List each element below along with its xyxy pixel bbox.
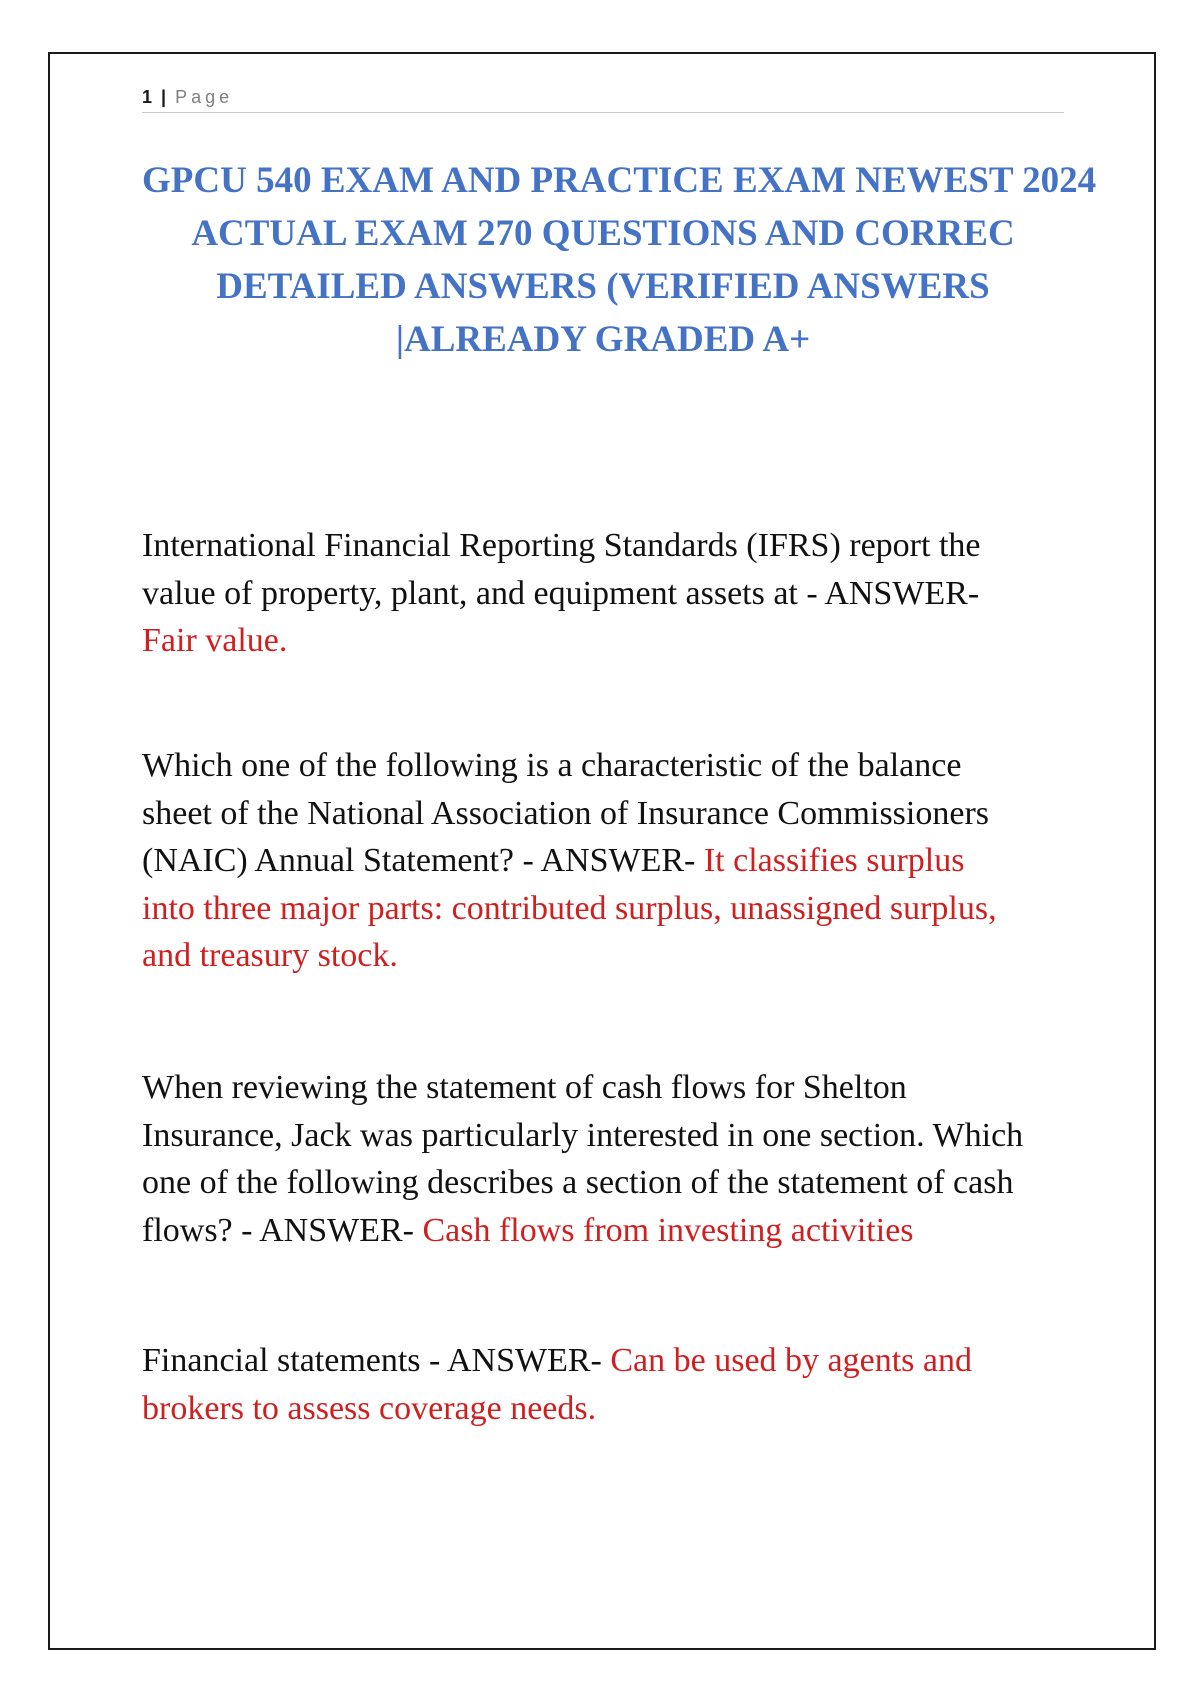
page-header	[142, 82, 1064, 113]
question-text: International Financial Reporting Standards (IFRS) report the	[142, 527, 981, 564]
question-text: flows? - ANSWER-	[142, 1211, 423, 1249]
question-text: Which one of the following is a characteristic of the balance	[142, 747, 962, 784]
question-text: one of the following describes a section of the statement of cash	[142, 1164, 1014, 1201]
title-line: GPCU 540 EXAM AND PRACTICE EXAM NEWEST 2024	[142, 160, 1097, 201]
question-text: value of property, plant, and equipment assets at - ANSWER-	[142, 574, 980, 612]
answer-text: Fair value.	[142, 622, 288, 659]
question-line	[142, 1337, 1082, 1385]
question-line	[142, 1064, 1082, 1112]
answer-line	[142, 617, 1082, 665]
question-text: When reviewing the statement of cash flows for Shelton	[142, 1069, 907, 1106]
answer-text: Can be used by agents and	[610, 1342, 973, 1379]
answer-text: and treasury stock.	[142, 937, 398, 974]
title-line: DETAILED ANSWERS (VERIFIED ANSWERS	[216, 266, 990, 307]
title-line: ACTUAL EXAM 270 QUESTIONS AND CORREC	[191, 213, 1015, 254]
question-line	[142, 570, 1082, 618]
answer-text: Cash flows from investing activities	[422, 1211, 914, 1249]
page-number: 1	[142, 87, 153, 107]
answer-line	[142, 932, 1082, 980]
question-block-2	[142, 742, 1082, 980]
question-text: sheet of the National Association of Insurance Commissioners	[142, 794, 989, 832]
question-block-1	[142, 522, 1082, 665]
question-line	[142, 790, 1082, 838]
document-title	[142, 154, 1097, 366]
answer-text: It classifies surplus	[703, 842, 965, 879]
answer-line	[142, 1385, 1082, 1433]
question-text: (NAIC) Annual Statement? - ANSWER-	[142, 842, 704, 879]
title-line: |ALREADY GRADED A+	[395, 319, 811, 360]
question-line	[142, 522, 1082, 570]
answer-line	[142, 885, 1082, 933]
answer-text: into three major parts: contributed surplus, unassigned surplus,	[142, 889, 997, 927]
question-block-3	[142, 1064, 1082, 1254]
question-line	[142, 1207, 1082, 1255]
question-text: Insurance, Jack was particularly interested in one section. Which	[142, 1116, 1024, 1154]
answer-text: brokers to assess coverage needs.	[142, 1389, 597, 1427]
page-separator: |	[161, 87, 167, 107]
question-line	[142, 1159, 1082, 1207]
question-line	[142, 742, 1082, 790]
question-line	[142, 1112, 1082, 1160]
question-line	[142, 837, 1082, 885]
page-label: Page	[175, 87, 234, 107]
question-text: Financial statements - ANSWER-	[142, 1342, 611, 1379]
question-block-4	[142, 1337, 1082, 1432]
document-page	[48, 52, 1156, 1650]
